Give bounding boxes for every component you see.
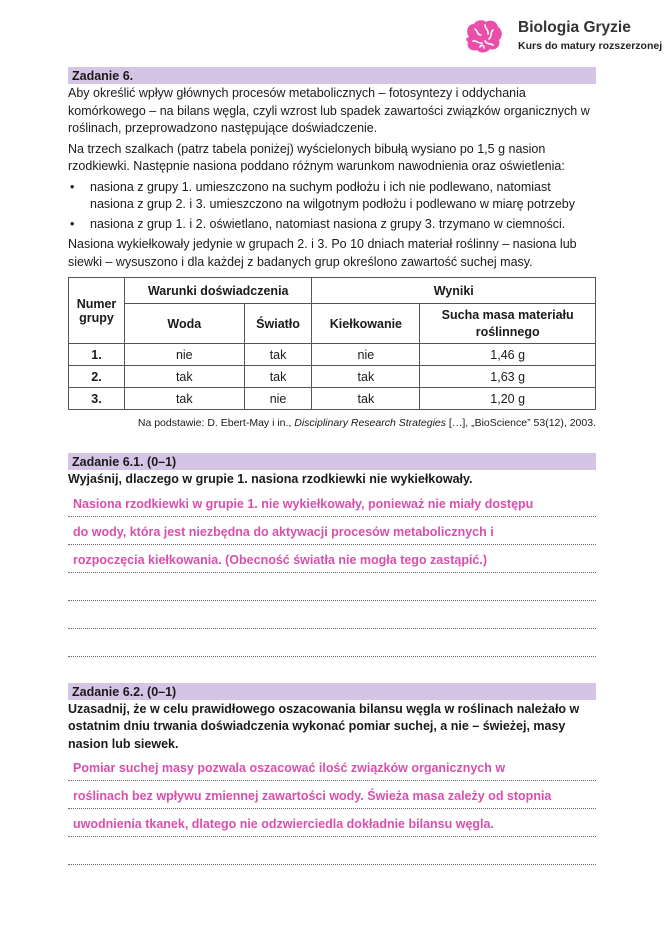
task61-answer-area	[68, 489, 596, 657]
cell-germination: nie	[312, 344, 420, 366]
header-group: Numer grupy	[69, 278, 125, 344]
answer-text: roślinach bez wpływu zmiennej zawartości wody. Świeża masa zależy od stopnia	[73, 789, 552, 803]
task6-setup: Na trzech szalkach (patrz tabela poniżej) wyścielonych bibułą wysiano po 1,5 g nasion rzodkiewki. Następnie nasiona poddano różnym warunkom nawodnienia oraz oświetlenia:	[68, 141, 565, 173]
table-row	[69, 344, 596, 366]
cell-group: 3.	[69, 388, 125, 410]
cell-water: tak	[124, 388, 244, 410]
task61-question: Wyjaśnij, dlaczego w grupie 1. nasiona rzodkiewki nie wykiełkowały.	[68, 472, 473, 486]
task6-intro: Aby określić wpływ głównych procesów metabolicznych – fotosyntezy i oddychania komórkowego – na bilans węgla, czyli wzrost lub spadek zawartości związków organicznych w roślinach, przeprowadzono następujące doświadczenie.	[68, 86, 590, 135]
answer-line[interactable]	[68, 545, 596, 573]
source-citation	[68, 417, 596, 429]
list-item: • nasiona z grup 1. i 2. oświetlano, natomiast nasiona z grupy 3. trzymano w ciemności.	[68, 216, 596, 234]
cell-group: 2.	[69, 366, 125, 388]
answer-text: uwodnienia tkanek, dlatego nie odzwierciedla dokładnie bilansu węgla.	[73, 817, 494, 831]
answer-text: Pomiar suchej masy pozwala oszacować ilość związków organicznych w	[73, 761, 506, 775]
task62-answer-area	[68, 753, 596, 865]
cell-light: tak	[244, 366, 312, 388]
answer-line[interactable]	[68, 753, 596, 781]
header-light: Światło	[244, 304, 312, 344]
answer-line[interactable]	[68, 781, 596, 809]
source-prefix: Na podstawie: D. Ebert-May i in.,	[137, 417, 295, 429]
answer-line[interactable]	[68, 489, 596, 517]
cell-drymass: 1,20 g	[420, 388, 596, 410]
cell-germination: tak	[312, 366, 420, 388]
results-table	[68, 277, 596, 410]
cell-light: nie	[244, 388, 312, 410]
answer-line[interactable]	[68, 573, 596, 601]
worksheet	[68, 67, 596, 865]
answer-text: rozpoczęcia kiełkowania. (Obecność światła nie mogła tego zastąpić.)	[73, 552, 488, 567]
task6-outcome: Nasiona wykiełkowały jedynie w grupach 2. i 3. Po 10 dniach materiał roślinny – nasiona lub siewki – wysuszono i dla każdej z badanych grup określono zawartość suchej masy.	[68, 237, 577, 269]
answer-line[interactable]	[68, 517, 596, 545]
cell-group: 1.	[69, 344, 125, 366]
brain-icon	[463, 19, 503, 55]
answer-line[interactable]	[68, 629, 596, 657]
header-water: Woda	[124, 304, 244, 344]
cell-drymass: 1,63 g	[420, 366, 596, 388]
answer-text: Nasiona rzodkiewki w grupie 1. nie wykiełkowały, ponieważ nie miały dostępu	[73, 496, 534, 511]
source-suffix: […], „BioScience” 53(12), 2003.	[446, 417, 596, 429]
cell-water: nie	[124, 344, 244, 366]
cell-germination: tak	[312, 388, 420, 410]
brand-subtitle: Kurs do matury rozszerzonej	[518, 40, 663, 52]
task62-header: Zadanie 6.2. (0–1)	[68, 683, 596, 700]
task61-header: Zadanie 6.1. (0–1)	[68, 453, 596, 470]
table-row	[69, 366, 596, 388]
list-item: • nasiona z grupy 1. umieszczono na suchym podłożu i ich nie podlewano, natomiast nasiona z grup 2. i 3. umieszczono na wilgotnym podłożu i podlewano w miarę potrzeby	[68, 179, 596, 214]
source-title: Disciplinary Research Strategies	[294, 417, 446, 429]
answer-line[interactable]	[68, 601, 596, 629]
cell-water: tak	[124, 366, 244, 388]
conditions-list	[68, 179, 596, 234]
task6-header: Zadanie 6.	[68, 67, 596, 84]
brand-logo	[463, 17, 663, 57]
header-conditions: Warunki doświadczenia	[124, 278, 312, 304]
header-results: Wyniki	[312, 278, 596, 304]
answer-text: do wody, która jest niezbędna do aktywacji procesów metabolicznych i	[73, 524, 494, 539]
answer-line[interactable]	[68, 809, 596, 837]
cell-light: tak	[244, 344, 312, 366]
cell-drymass: 1,46 g	[420, 344, 596, 366]
table-row	[69, 388, 596, 410]
header-germination: Kiełkowanie	[312, 304, 420, 344]
task62-question: Uzasadnij, że w celu prawidłowego oszacowania bilansu węgla w roślinach należało w ostatnim dniu trwania doświadczenia wykonać pomiar suchej, a nie – świeżej, masy nasion lub siewek.	[68, 701, 580, 751]
header-drymass: Sucha masa materiału roślinnego	[420, 304, 596, 344]
brand-title: Biologia Gryzie	[518, 19, 631, 36]
answer-line[interactable]	[68, 837, 596, 865]
